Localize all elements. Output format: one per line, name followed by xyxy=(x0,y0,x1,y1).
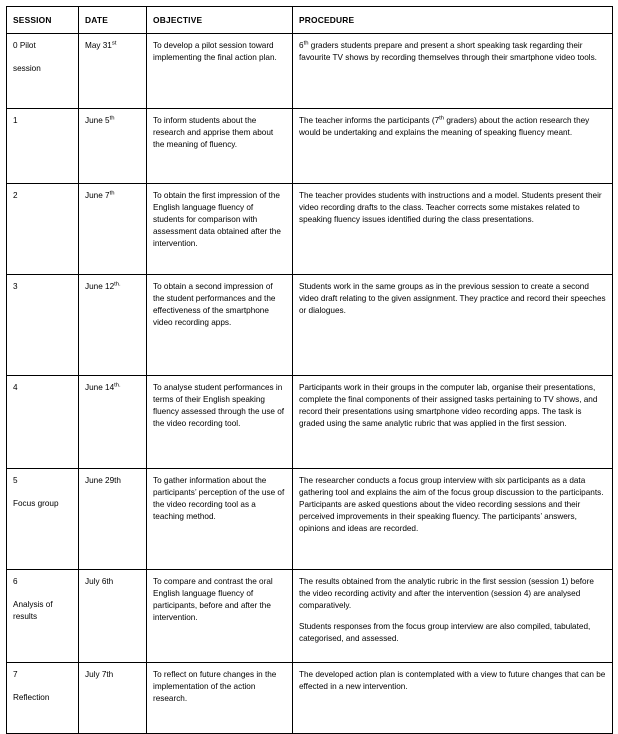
session-label: 4 xyxy=(13,383,18,393)
cell-date xyxy=(79,275,147,376)
cell-session xyxy=(7,469,79,570)
date-value: May 31 xyxy=(85,41,112,51)
procedure-text: 6 xyxy=(299,41,304,51)
table-row xyxy=(7,109,613,184)
date-ordinal-suffix: th xyxy=(109,115,115,122)
cell-date xyxy=(79,109,147,184)
procedure-text: The developed action plan is contemplated with a view to future changes that can be effected in a new intervention. xyxy=(299,670,606,692)
date-value: July 6th xyxy=(85,577,114,587)
procedure-text: The researcher conducts a focus group interview with six participants as a data gathering tool and explains the aim of the focus group discussion to the participants. Participants are asked questions about the video recording sessions and their perceived improvements in their speaking fluency. The participants’ answers, opinions and ideas are recorded. xyxy=(299,476,604,533)
cell-session xyxy=(7,663,79,734)
cell-procedure xyxy=(293,34,613,109)
procedure-text-continued: graders) about the action research they would be undertaking and explains the meaning of speaking fluency meant. xyxy=(299,116,590,138)
date-ordinal-suffix: th. xyxy=(114,382,121,389)
date-ordinal-suffix: th xyxy=(109,190,115,197)
procedure-paragraph xyxy=(299,621,606,645)
cell-objective: To develop a pilot session toward implementing the final action plan. xyxy=(147,34,293,109)
cell-procedure xyxy=(293,109,613,184)
cell-objective: To reflect on future changes in the implementation of the action research. xyxy=(147,663,293,734)
session-label: 2 xyxy=(13,191,18,201)
table-row xyxy=(7,469,613,570)
cell-procedure xyxy=(293,469,613,570)
table-row xyxy=(7,275,613,376)
table-row xyxy=(7,34,613,109)
cell-objective: To gather information about the participants’ perception of the use of the video recording tool as a teaching method. xyxy=(147,469,293,570)
procedure-text: Students work in the same groups as in the previous session to create a second video draft relating to the given assignment. They practice and record their speeches or dialogues. xyxy=(299,282,606,315)
cell-objective: To analyse student performances in terms of their English speaking fluency assessed through the use of the video recording tool. xyxy=(147,376,293,469)
table-body xyxy=(7,34,613,734)
date-value: June 5 xyxy=(85,116,110,126)
cell-date xyxy=(79,570,147,663)
date-value: June 14 xyxy=(85,383,115,393)
column-header-session: SESSION xyxy=(7,7,79,34)
procedure-paragraph xyxy=(299,190,606,226)
session-label: 3 xyxy=(13,282,18,292)
cell-procedure xyxy=(293,570,613,663)
cell-session xyxy=(7,275,79,376)
session-label: Analysis of results xyxy=(13,600,53,621)
procedure-paragraph xyxy=(299,382,606,430)
cell-objective: To compare and contrast the oral English language fluency of participants, before and after the intervention. xyxy=(147,570,293,663)
procedure-text: The results obtained from the analytic rubric in the first session (session 1) before the video recording activity and after the intervention (session 4) are analysed comparatively. xyxy=(299,577,594,610)
session-label: Focus group xyxy=(13,499,59,509)
date-value: June 29th xyxy=(85,476,121,486)
cell-date xyxy=(79,663,147,734)
session-label: 6 xyxy=(13,577,18,587)
cell-date xyxy=(79,469,147,570)
procedure-paragraph xyxy=(299,281,606,317)
procedure-text-continued: graders students prepare and present a short speaking task regarding their favourite TV shows by recording themselves through their smartphone video tools. xyxy=(299,41,597,63)
session-plan-table xyxy=(6,6,613,734)
table-header-row xyxy=(7,7,613,34)
column-header-procedure: PROCEDURE xyxy=(293,7,613,34)
table-row xyxy=(7,376,613,469)
cell-objective: To inform students about the research and apprise them about the meaning of fluency. xyxy=(147,109,293,184)
procedure-paragraph xyxy=(299,669,606,693)
cell-procedure xyxy=(293,663,613,734)
cell-procedure xyxy=(293,184,613,275)
procedure-text: Students responses from the focus group interview are also compiled, tabulated, categorised, and assessed. xyxy=(299,621,591,643)
cell-procedure xyxy=(293,376,613,469)
session-label: 7 xyxy=(13,670,18,680)
table-row xyxy=(7,663,613,734)
procedure-ordinal-suffix: th xyxy=(439,115,445,122)
session-label: Reflection xyxy=(13,693,50,703)
cell-objective: To obtain a second impression of the student performances and the effectiveness of the smartphone video recording apps. xyxy=(147,275,293,376)
session-label: 1 xyxy=(13,116,18,126)
cell-session xyxy=(7,184,79,275)
cell-objective: To obtain the first impression of the English language fluency of students for comparison with assessment data obtained after the intervention. xyxy=(147,184,293,275)
procedure-paragraph xyxy=(299,576,606,612)
table-row xyxy=(7,570,613,663)
column-header-date: DATE xyxy=(79,7,147,34)
session-label: session xyxy=(13,64,41,74)
session-label: 5 xyxy=(13,476,18,486)
date-value: June 12 xyxy=(85,282,115,292)
date-value: June 7 xyxy=(85,191,110,201)
table-header xyxy=(7,7,613,34)
cell-date xyxy=(79,376,147,469)
procedure-paragraph xyxy=(299,475,606,534)
date-value: July 7th xyxy=(85,670,114,680)
procedure-paragraph xyxy=(299,115,606,139)
procedure-paragraph xyxy=(299,40,606,64)
cell-session xyxy=(7,570,79,663)
cell-session xyxy=(7,34,79,109)
procedure-ordinal-suffix: th xyxy=(303,40,309,47)
table-row xyxy=(7,184,613,275)
procedure-text: Participants work in their groups in the computer lab, organise their presentations, complete the final components of their assigned tasks pertaining to TV shows, and record their presentations using smartphone video recording apps. The task is graded using the same analytic rubric that was applied in the first session. xyxy=(299,383,598,428)
cell-date xyxy=(79,184,147,275)
cell-session xyxy=(7,376,79,469)
procedure-text: The teacher provides students with instructions and a model. Students present their video recording drafts to the class. Teacher corrects some mistakes related to speaking fluency issues identified during the class presentations. xyxy=(299,191,602,224)
cell-session xyxy=(7,109,79,184)
cell-date xyxy=(79,34,147,109)
date-ordinal-suffix: th. xyxy=(114,281,121,288)
session-label: 0 Pilot xyxy=(13,41,36,51)
procedure-text: The teacher informs the participants (7 xyxy=(299,116,440,126)
cell-procedure xyxy=(293,275,613,376)
column-header-objective: OBJECTIVE xyxy=(147,7,293,34)
date-ordinal-suffix: st xyxy=(111,40,117,47)
